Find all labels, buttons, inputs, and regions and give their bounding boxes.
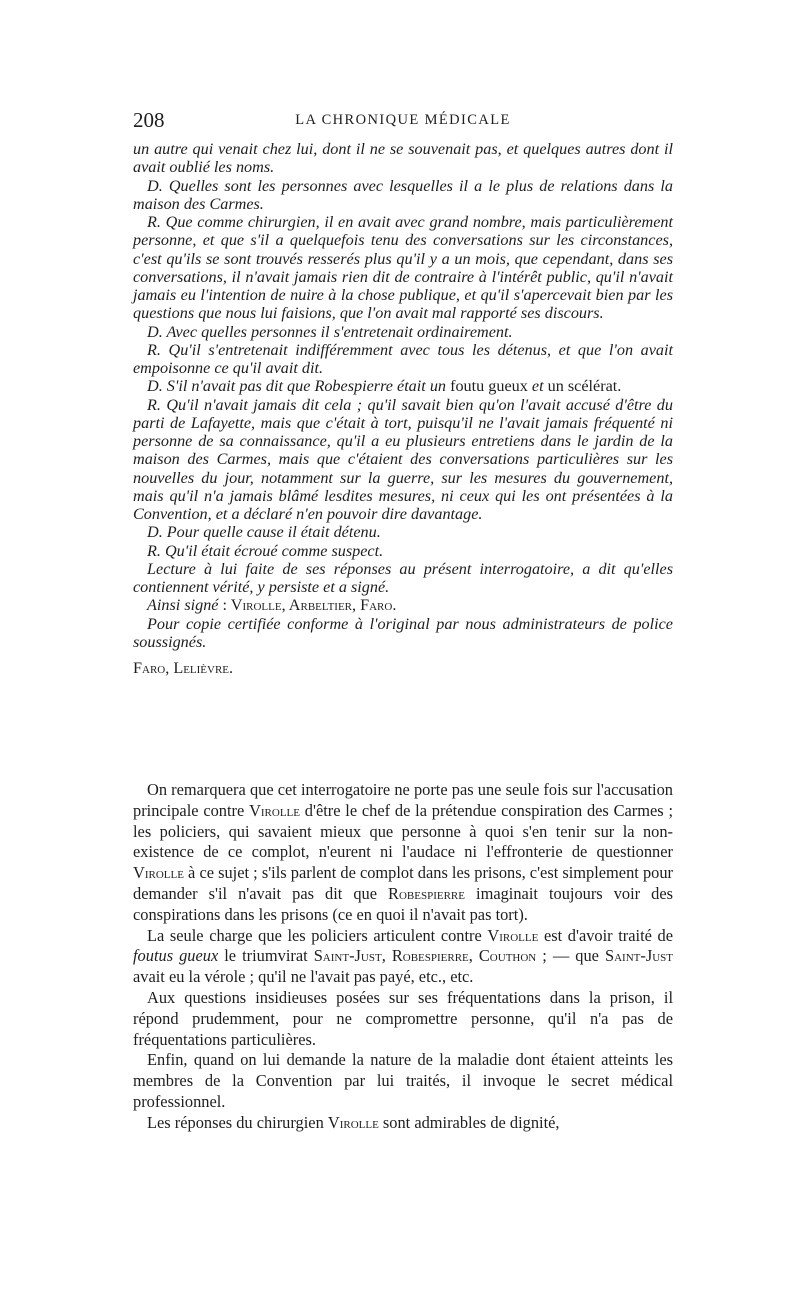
signature: Faro, Lelièvre. [133,659,234,677]
paragraph: Enfin, quand on lui demande la nature de la maladie dont étaient atteints les membres de la Convention par lui traités, il invoque le secret médical professionnel. [133,1050,673,1111]
paragraph: La seule charge que les policiers articulent contre Virolle est d'avoir traité de foutus gueux le triumvirat Saint-Just, Robespierre, Couthon ; — que Saint-Just avait eu la vérole ; qu'il ne l'avait pas payé, etc., etc. [133,925,673,987]
transcript-answer: R. Que comme chirurgien, il en avait avec grand nombre, mais particulièrement personne, et que s'il a quelquefois tenu des conversations sur les circonstances, c'est qu'ils se sont trouvés resserés plus qu'il y a un mois, que cependant, dans ses conversations, il n'avait jamais rien dit de contraire à l'intérêt public, qu'il n'avait jamais eu l'intention de nuire à la chose publique, et qu'il s'apercevait bien par les questions que nous lui faisions, que l'on avait mal rapporté ses discours. [133,213,673,323]
signatories-names: : Virolle, Arbeltier, Faro. [218,596,397,615]
page-number: 208 [133,108,165,132]
transcript-question [133,377,673,395]
transcript-answer: R. Qu'il s'entretenait indifféremment avec tous les détenus, et que l'on avait empoisonne ce qu'il avait dit. [133,340,673,377]
quoted-insult: foutu gueux [446,377,532,396]
running-title: LA CHRONIQUE MÉDICALE [295,112,511,128]
interrogation-transcript [133,140,673,677]
transcript-closing: Lecture à lui faite de ses réponses au présent interrogatoire, a dit qu'elles contiennent vérité, y persiste et a signé. [133,559,673,596]
running-header [133,108,673,134]
signed-label: Ainsi signé [147,596,219,615]
transcript-question: D. Pour quelle cause il était détenu. [147,523,381,542]
paragraph: Les réponses du chirurgien Virolle sont admirables de dignité, [147,1112,560,1132]
transcript-question: D. Quelles sont les personnes avec lesquelles il a le plus de relations dans la maison des Carmes. [133,176,673,213]
signatories-line [133,596,673,614]
transcript-answer: R. Qu'il n'avait jamais dit cela ; qu'il savait bien qu'on l'avait accusé d'être du parti de Lafayette, mais que c'était à tort, puisqu'il ne l'avait jamais fréquenté ni personne de sa connaissance, qu'il a eu plusieurs entretiens dans le jardin de la maison des Carmes, mais que c'étaient des conversations particulières sur les nouvelles du jour, notamment sur la guerre, sur les mesures du gouvernement, mais qu'il n'a jamais blâmé lesdites mesures, ni ceux qui les ont présentées à la Convention, et a déclaré n'en pouvoir dire davantage. [133,395,673,523]
paragraph: Aux questions insidieuses posées sur ses fréquentations dans la prison, il répond prudemment, pour ne compromettre personne, qu'il n'a pas de fréquentations particulières. [133,987,673,1049]
transcript-answer: R. Qu'il était écroué comme suspect. [147,541,384,560]
quoted-insult-2: un scélérat. [543,377,622,396]
conjunction: et [531,377,544,396]
question-text: D. S'il n'avait pas dit que Robespierre était un [147,377,447,396]
paragraph: On remarquera que cet interrogatoire ne porte pas une seule fois sur l'accusation principale contre Virolle d'être le chef de la prétendue conspiration des Carmes ; les policiers, qui savaient mieux que personne à quoi s'en tenir sur la non-existence de ce complot, n'eurent ni l'audace ni l'effronterie de questionner Virolle à ce sujet ; s'ils parlent de complot dans les prisons, c'est simplement pour demander s'il n'avait pas dit que Robespierre imaginait toujours voir des conspirations dans les prisons (ce en quoi il n'avait pas tort). [133,780,673,924]
certification: Pour copie certifiée conforme à l'original par nous administrateurs de police soussignés. [133,614,673,651]
transcript-question: D. Avec quelles personnes il s'entretenait ordinairement. [147,322,513,341]
transcript-line: un autre qui venait chez lui, dont il ne se souvenait pas, et quelques autres dont il avait oublié les noms. [133,140,673,177]
commentary [133,780,673,1134]
